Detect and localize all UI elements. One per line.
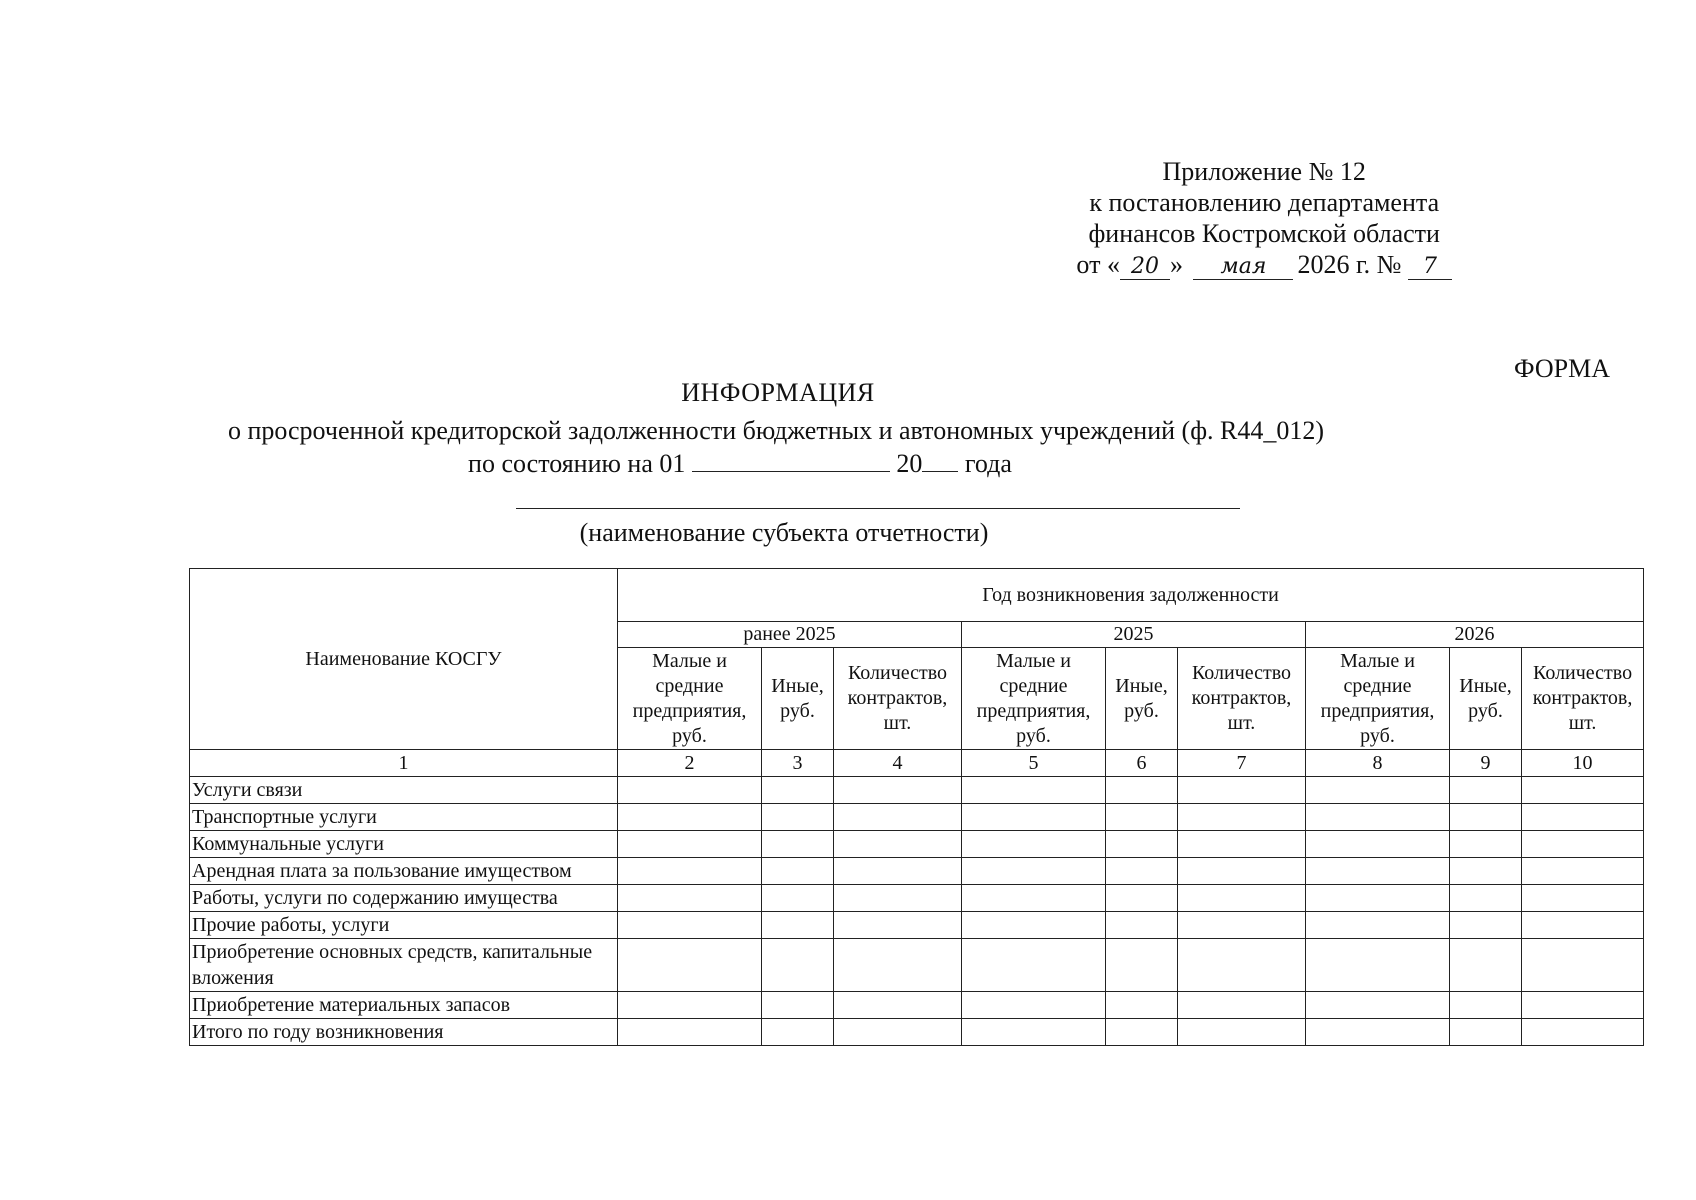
value-cell[interactable]: [618, 858, 762, 885]
value-cell[interactable]: [1306, 804, 1450, 831]
date-month: мая: [1193, 255, 1293, 280]
small-enterprises-header-line: средние: [655, 674, 724, 697]
small-enterprises-header-line: руб.: [1016, 724, 1051, 747]
table-row: [190, 1019, 1644, 1046]
value-cell[interactable]: [1450, 1019, 1522, 1046]
table-row: [190, 804, 1644, 831]
report-date-line: [0, 447, 1588, 479]
value-cell[interactable]: [762, 858, 834, 885]
appendix-ref-line-1: к постановлению департамента: [1089, 188, 1440, 217]
value-cell[interactable]: [962, 939, 1106, 992]
value-cell[interactable]: [1106, 939, 1178, 992]
table-row: [190, 831, 1644, 858]
value-cell[interactable]: [618, 885, 762, 912]
table-row: [190, 858, 1644, 885]
other-header-line: Иные,: [1115, 674, 1168, 697]
value-cell[interactable]: [1450, 885, 1522, 912]
value-cell[interactable]: [762, 777, 834, 804]
column-number: 5: [962, 750, 1106, 777]
value-cell[interactable]: [762, 912, 834, 939]
value-cell[interactable]: [1522, 939, 1644, 992]
date-mid: »: [1169, 250, 1183, 279]
value-cell[interactable]: [618, 939, 762, 992]
report-date-year-blank[interactable]: [922, 447, 958, 472]
other-header: [1106, 648, 1178, 750]
small-enterprises-header-line: Малые и: [1340, 649, 1415, 672]
value-cell[interactable]: [1522, 831, 1644, 858]
contracts-count-header-line: контрактов,: [847, 687, 948, 709]
contracts-count-header: [1178, 648, 1306, 750]
value-cell[interactable]: [1306, 777, 1450, 804]
appendix-ref-line-2: финансов Костромской области: [1088, 219, 1440, 248]
contracts-count-header-line: Количество: [1191, 662, 1292, 684]
document-subtitle: о просроченной кредиторской задолженности бюджетных и автономных учреждений (ф. R44_012): [227, 416, 1325, 445]
value-cell[interactable]: [962, 912, 1106, 939]
value-cell[interactable]: [1106, 1019, 1178, 1046]
table-row: [190, 777, 1644, 804]
date-year: 2026 г. №: [1297, 250, 1402, 279]
kosgu-label: Коммунальные услуги: [190, 831, 618, 858]
value-cell[interactable]: [1178, 992, 1306, 1019]
contracts-count-header-line: шт.: [1227, 712, 1256, 734]
small-enterprises-header-line: Малые и: [652, 649, 727, 672]
other-header-line: Иные,: [1459, 674, 1512, 697]
year-2025: 2025: [962, 622, 1306, 648]
value-cell[interactable]: [1178, 777, 1306, 804]
value-cell[interactable]: [962, 885, 1106, 912]
small-enterprises-header: [962, 648, 1106, 750]
value-cell[interactable]: [1106, 831, 1178, 858]
doc-number: 7: [1408, 255, 1452, 280]
value-cell[interactable]: [834, 858, 962, 885]
value-cell[interactable]: [1450, 831, 1522, 858]
value-cell[interactable]: [1450, 804, 1522, 831]
value-cell[interactable]: [1178, 858, 1306, 885]
value-cell[interactable]: [1178, 885, 1306, 912]
value-cell[interactable]: [834, 831, 962, 858]
report-date-suffix: года: [964, 449, 1012, 478]
column-number: 6: [1106, 750, 1178, 777]
value-cell[interactable]: [834, 804, 962, 831]
report-date-month-blank[interactable]: [692, 447, 890, 472]
value-cell[interactable]: [1450, 777, 1522, 804]
other-header-line: руб.: [780, 699, 815, 722]
other-header: [762, 648, 834, 750]
value-cell[interactable]: [1106, 912, 1178, 939]
small-enterprises-header-line: предприятия,: [632, 699, 747, 722]
small-enterprises-header-line: средние: [999, 674, 1068, 697]
value-cell[interactable]: [1450, 912, 1522, 939]
column-number: 4: [834, 750, 962, 777]
value-cell[interactable]: [1306, 912, 1450, 939]
kosgu-header: Наименование КОСГУ: [190, 569, 618, 750]
date-day: 20: [1120, 255, 1170, 280]
table-row: [190, 885, 1644, 912]
value-cell[interactable]: [834, 912, 962, 939]
value-cell[interactable]: [1450, 939, 1522, 992]
column-number: 9: [1450, 750, 1522, 777]
year-before-2025: ранее 2025: [618, 622, 962, 648]
value-cell[interactable]: [1178, 1019, 1306, 1046]
value-cell[interactable]: [1306, 831, 1450, 858]
year-header: Год возникновения задолженности: [618, 569, 1644, 622]
form-label: ФОРМА: [1514, 354, 1610, 383]
small-enterprises-header-line: предприятия,: [1320, 699, 1435, 722]
data-rows: [190, 777, 1644, 1046]
column-number-row: [190, 750, 1644, 777]
value-cell[interactable]: [1522, 912, 1644, 939]
kosgu-label: Арендная плата за пользование имуществом: [190, 858, 618, 885]
kosgu-label: Приобретение материальных запасов: [190, 992, 618, 1019]
date-prefix: от «: [1076, 250, 1120, 279]
value-cell[interactable]: [1522, 858, 1644, 885]
small-enterprises-header: [618, 648, 762, 750]
small-enterprises-header-line: руб.: [1360, 724, 1395, 747]
kosgu-label: Транспортные услуги: [190, 804, 618, 831]
value-cell[interactable]: [762, 1019, 834, 1046]
report-date-prefix: по состоянию на 01: [468, 449, 686, 478]
value-cell[interactable]: [834, 885, 962, 912]
value-cell[interactable]: [834, 777, 962, 804]
contracts-count-header-line: шт.: [883, 712, 912, 734]
contracts-count-header-line: Количество: [1532, 662, 1633, 684]
column-number: 7: [1178, 750, 1306, 777]
value-cell[interactable]: [1522, 885, 1644, 912]
value-cell[interactable]: [1106, 885, 1178, 912]
value-cell[interactable]: [618, 777, 762, 804]
value-cell[interactable]: [1306, 858, 1450, 885]
kosgu-label: Работы, услуги по содержанию имущества: [190, 885, 618, 912]
appendix-title: Приложение № 12: [1162, 157, 1366, 186]
value-cell[interactable]: [962, 1019, 1106, 1046]
value-cell[interactable]: [1522, 804, 1644, 831]
year-2026: 2026: [1306, 622, 1644, 648]
value-cell[interactable]: [962, 804, 1106, 831]
other-header-line: Иные,: [771, 674, 824, 697]
contracts-count-header: [1522, 648, 1644, 750]
value-cell[interactable]: [834, 939, 962, 992]
report-date-century: 20: [896, 449, 923, 478]
contracts-count-header-line: контрактов,: [1532, 687, 1633, 709]
value-cell[interactable]: [962, 992, 1106, 1019]
value-cell[interactable]: [1306, 1019, 1450, 1046]
report-table: [189, 568, 1644, 1046]
value-cell[interactable]: [1106, 804, 1178, 831]
value-cell[interactable]: [618, 804, 762, 831]
value-cell[interactable]: [1450, 858, 1522, 885]
entity-caption: (наименование субъекта отчетности): [579, 518, 989, 547]
value-cell[interactable]: [1306, 885, 1450, 912]
kosgu-label: Услуги связи: [190, 777, 618, 804]
contracts-count-header-line: контрактов,: [1191, 687, 1292, 709]
contracts-count-header-line: шт.: [1568, 712, 1597, 734]
value-cell[interactable]: [962, 777, 1106, 804]
value-cell[interactable]: [1106, 858, 1178, 885]
small-enterprises-header-line: предприятия,: [976, 699, 1091, 722]
value-cell[interactable]: [1106, 992, 1178, 1019]
value-cell[interactable]: [1306, 992, 1450, 1019]
other-header-line: руб.: [1124, 699, 1159, 722]
small-enterprises-header-line: средние: [1343, 674, 1412, 697]
value-cell[interactable]: [1178, 939, 1306, 992]
value-cell[interactable]: [1306, 939, 1450, 992]
value-cell[interactable]: [1178, 804, 1306, 831]
appendix-block: [1076, 156, 1452, 280]
small-enterprises-header: [1306, 648, 1450, 750]
column-number: 10: [1522, 750, 1644, 777]
value-cell[interactable]: [962, 858, 1106, 885]
table-row: [190, 912, 1644, 939]
column-number: 2: [618, 750, 762, 777]
value-cell[interactable]: [1522, 1019, 1644, 1046]
small-enterprises-header-line: руб.: [672, 724, 707, 747]
value-cell[interactable]: [618, 992, 762, 1019]
kosgu-label: Итого по году возникновения: [190, 1019, 618, 1046]
value-cell[interactable]: [1106, 777, 1178, 804]
value-cell[interactable]: [618, 912, 762, 939]
value-cell[interactable]: [834, 1019, 962, 1046]
value-cell[interactable]: [762, 831, 834, 858]
contracts-count-header: [834, 648, 962, 750]
value-cell[interactable]: [762, 885, 834, 912]
table-row: [190, 939, 1644, 992]
value-cell[interactable]: [1178, 831, 1306, 858]
value-cell[interactable]: [762, 939, 834, 992]
value-cell[interactable]: [1450, 992, 1522, 1019]
kosgu-label: Прочие работы, услуги: [190, 912, 618, 939]
value-cell[interactable]: [1178, 912, 1306, 939]
column-number: 3: [762, 750, 834, 777]
column-number: 1: [190, 750, 618, 777]
table-row: [190, 992, 1644, 1019]
value-cell[interactable]: [618, 1019, 762, 1046]
column-number: 8: [1306, 750, 1450, 777]
value-cell[interactable]: [962, 831, 1106, 858]
value-cell[interactable]: [834, 992, 962, 1019]
contracts-count-header-line: Количество: [847, 662, 948, 684]
value-cell[interactable]: [618, 831, 762, 858]
other-header: [1450, 648, 1522, 750]
value-cell[interactable]: [762, 804, 834, 831]
value-cell[interactable]: [1522, 992, 1644, 1019]
document-title: ИНФОРМАЦИЯ: [681, 378, 875, 407]
kosgu-label: Приобретение основных средств, капитальные вложения: [190, 939, 618, 992]
appendix-date-line: [1076, 249, 1452, 280]
small-enterprises-header-line: Малые и: [996, 649, 1071, 672]
value-cell[interactable]: [762, 992, 834, 1019]
value-cell[interactable]: [1522, 777, 1644, 804]
entity-name-line[interactable]: [516, 508, 1240, 509]
other-header-line: руб.: [1468, 699, 1503, 722]
